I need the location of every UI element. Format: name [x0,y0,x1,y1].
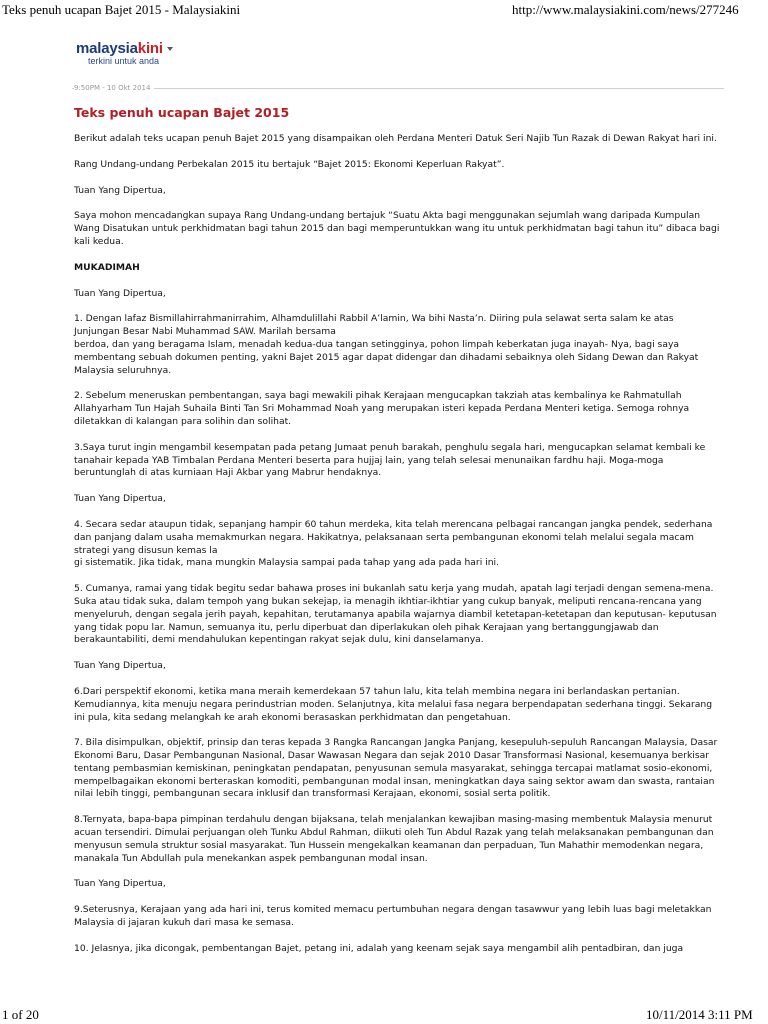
logo-wordmark [76,40,216,57]
header-divider [72,88,724,89]
article-paragraph: Tuan Yang Dipertua, [74,287,166,299]
print-footer-page: 1 of 20 [2,1007,39,1022]
article-paragraph: Tuan Yang Dipertua, [74,878,166,890]
print-footer [0,1007,768,1024]
site-logo[interactable] [76,40,216,76]
article-paragraph: 7. Bila disimpulkan, objektif, prinsip dan teras kepada 3 Rangka Rancangan Jangka Panjang, kesepuluh-sepuluh Rancangan Malaysia, Dasar Ekonomi Baru, Dasar Pembangunan Nasional, Dasar Wawasan Negara dan sejak 2010 Dasar Transformasi Nasional, kesemuanya berkisar tentang pembasmian kemiskinan, peningkatan pendapatan, penyusunan semula masyarakat, sehingga tercapai matlamat sosio-ekonomi, mempelbagaikan ekonomi berteraskan komoditi, pembangunan modal insan, meningkatkan daya saing sektor awam dan swasta, rantaian nilai lebih tinggi, pembangunan secara inklusif dan transformasi Kerajaan, ekonomi, sosial serta politik. [74,737,718,800]
article-paragraph: 6.Dari perspektif ekonomi, ketika mana meraih kemerdekaan 57 tahun lalu, kita telah membina negara ini berlandaskan pertanian. Kemudiannya, kita menuju negara perindustrian moden. Selanjutnya, kita melalui fasa negara berpendapatan sederhana tinggi. Sekarang ini pula, kita sedang melangkah ke arah ekonomi berasaskan perkhidmatan dan pengetahuan. [74,685,713,723]
chevron-down-icon [167,47,173,51]
article-paragraph: Saya mohon mencadangkan supaya Rang Undang-undang bertajuk “Suatu Akta bagi menggunakan sejumlah wang daripada Kumpulan Wang Disatukan untuk perkhidmatan bagi tahun 2015 dan bagi memperuntukkan wang itu untuk perkhidmatan bagi tahun itu” dibaca bagi kali kedua. [74,210,720,247]
article-paragraph: 4. Secara sedar ataupun tidak, sepanjang hampir 60 tahun merdeka, kita telah merencana pelbagai rancangan jangka pendek, sederhana dan panjang dalam usaha memakmurkan negara. Hakikatnya, pelaksanaan serta pembangunan ekonomi telah melalui segala macam strategi yang disusun kemas la gi sistematik. Jika tidak, mana mungkin Malaysia sampai pada tahap yang ada pada hari ini. [74,518,713,569]
section-heading: MUKADIMAH [74,261,140,273]
print-header-url: http://www.malaysiakini.com/news/277246 [512,2,739,17]
article-paragraph: 5. Cumanya, ramai yang tidak begitu sedar bahawa proses ini bukanlah satu kerja yang mudah, apatah lagi terjadi dengan semena-mena. Suka atau tidak suka, dalam tempoh yang bukan sekejap, ia menagih ikhtiar-ikhtiar yang cukup banyak, meliputi rencana-rencana yang menyeluruh, dengan segala jerih payah, kepahitan, terutamanya apabila wajarnya diambil ketetapan-ketetapan dan keputusan- keputusan yang tidak popu lar. Namun, semuanya itu, perlu diperbuat dan diperlakukan oleh pihak Kerajaan yang bertanggungjawab dan berakauntabiliti, demi mendahulukan kepentingan rakyat sejak dulu, kini danselamanya. [74,583,717,646]
article-paragraph: 9.Seterusnya, Kerajaan yang ada hari ini, terus komited memacu pertumbuhan negara dengan tasawwur yang lebih luas bagi meletakkan Malaysia di jajaran kukuh dari masa ke semasa. [74,904,712,929]
article-paragraph: 3.Saya turut ingin mengambil kesempatan pada petang Jumaat penuh barakah, penghulu segala hari, mengucapkan selamat kembali ke tanahair kepada YAB Timbalan Perdana Menteri beserta para hujjaj lain, yang telah selesai menunaikan fardhu haji. Moga-moga beruntunglah di atas kurniaan Haji Akbar yang Mabrur hendaknya. [74,441,706,479]
logo-tagline: terkini untuk anda [88,56,160,66]
print-footer-datetime: 10/11/2014 3:11 PM [646,1007,753,1022]
article-paragraph: 1. Dengan lafaz Bismillahirrahmanirrahim, Alhamdulillahi Rabbil A’lamin, Wa bihi Nasta’n. Diiring pula selawat serta salam ke atas Junjungan Besar Nabi Muhammad SAW. Marilah bersama berdoa, dan yang beragama Islam, menadah kedua-dua tangan setingginya, pohon limpah keberkatan juga inayah- Nya, bagi saya membentang sebuah dokumen penting, yakni Bajet 2015 agar dapat didengar dan dihadami sebaiknya oleh Sidang Dewan dan Rakyat Malaysia seluruhnya. [74,313,699,376]
print-header [0,0,768,20]
logo-name-part2: kini [137,40,163,57]
article-dateline: 9:50PM - 10 Okt 2014 [74,84,154,92]
article-title: Teks penuh ucapan Bajet 2015 [74,105,290,120]
article-paragraph: Berikut adalah teks ucapan penuh Bajet 2015 yang disampaikan oleh Perdana Menteri Datuk Seri Najib Tun Razak di Dewan Rakyat hari ini. [74,133,717,144]
print-header-title: Teks penuh ucapan Bajet 2015 - Malaysiakini [2,2,241,17]
article-paragraph: Rang Undang-undang Perbekalan 2015 itu bertajuk “Bajet 2015: Ekonomi Keperluan Rakyat”. [74,158,505,170]
article-body [74,133,722,969]
article-paragraph: Tuan Yang Dipertua, [74,660,166,672]
article-paragraph: 10. Jelasnya, jika dicongak, pembentangan Bajet, petang ini, adalah yang keenam sejak saya mengambil alih pentadbiran, dan juga [74,942,684,954]
article-paragraph: 8.Ternyata, bapa-bapa pimpinan terdahulu dengan bijaksana, telah menjalankan kewajiban masing-masing membentuk Malaysia menurut acuan tersendiri. Dimulai perjuangan oleh Tunku Abdul Rahman, diikuti oleh Tun Abdul Razak yang telah melaksanakan pembangunan dan menyusun semula struktur sosial masyarakat. Tun Hussein mengekalkan keamanan dan perpaduan, Tun Mahathir memodenkan negara, manakala Tun Abdullah pula menekankan aspek pembangunan modal insan. [74,814,714,864]
article-paragraph: Tuan Yang Dipertua, [74,493,166,505]
article-paragraph: 2. Sebelum meneruskan pembentangan, saya bagi mewakili pihak Kerajaan mengucapkan takziah atas kembalinya ke Rahmatullah Allahyarham Tun Hajah Suhaila Binti Tan Sri Mohammad Noah yang merupakan isteri kepada Perdana Menteri ketiga. Semoga rohnya diletakkan di kalangan para solihin dan solihat. [74,390,690,427]
logo-name-part1: malaysia [76,40,138,57]
article-paragraph: Tuan Yang Dipertua, [74,184,166,196]
